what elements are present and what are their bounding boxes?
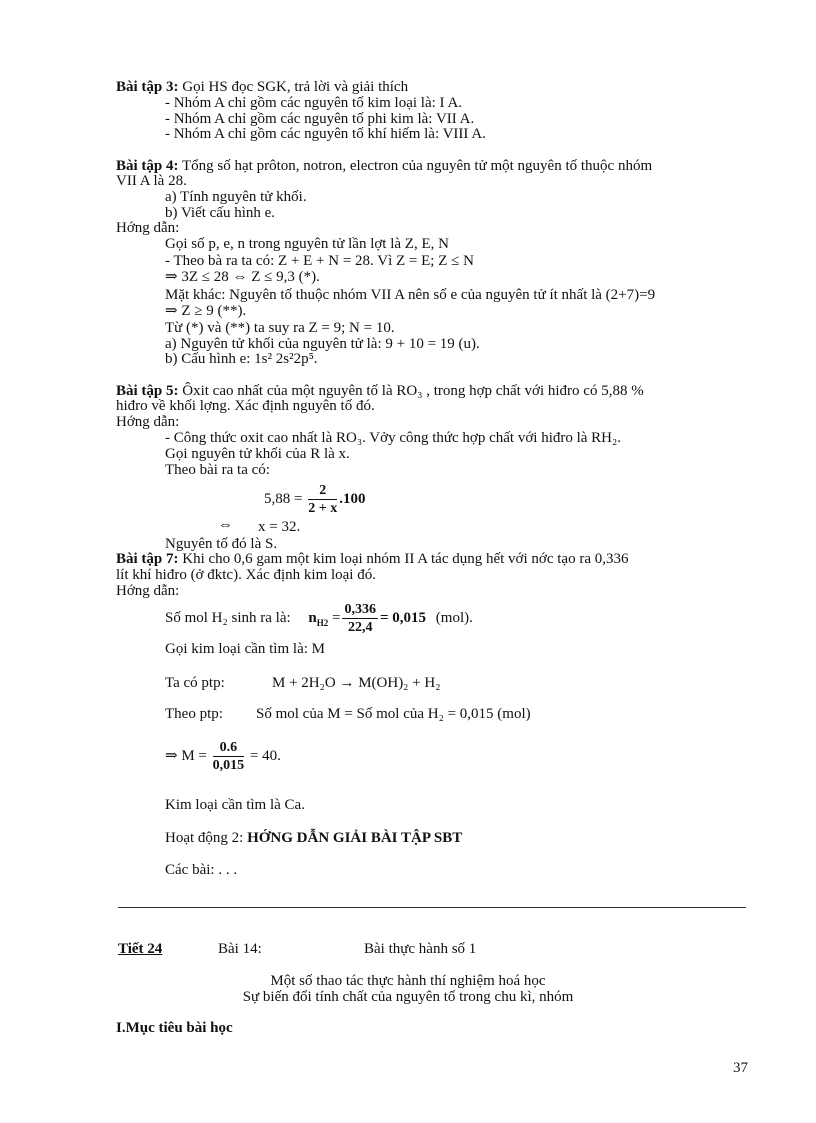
section-divider <box>118 907 746 908</box>
ex4-g6: Từ (*) và (**) ta suy ra Z = 9; N = 10. <box>165 320 395 336</box>
ex7-guide: Hớng dẫn: <box>116 583 180 599</box>
ex3-line <box>116 79 408 95</box>
ex7-title: Bài tập 7: <box>116 551 179 567</box>
ex5-frac-den: 2 + x <box>308 501 338 517</box>
ex7-mol-num: 0,336 <box>344 602 376 618</box>
lesson-name: Bài thực hành số 1 <box>364 941 477 957</box>
ex5-g2: Gọi nguyên tử khối của R là x. <box>165 446 350 462</box>
ex7-conclusion: Kim loại cần tìm là Ca. <box>165 797 305 813</box>
ex3-item-1: - Nhóm A chỉ gồm các nguyên tố kim loại là: I A. <box>165 95 463 111</box>
ex7-intro-2: lít khí hiđro (ở đktc). Xác định kim loại đó. <box>116 567 376 583</box>
ex7-mol-line: Số mol H₂ sinh ra là: $n_{H2}$ = $\frac{0,336}{22,4}$ = 0,015 (mol). <box>165 602 473 636</box>
lesson-subtitle-1: Một số thao tác thực hành thí nghiệm hoá học <box>270 973 546 989</box>
ex7-m-den: 0,015 <box>212 758 245 774</box>
ex7-mol-var <box>308 610 328 626</box>
ex7-ptp-equation: M + 2H₂O → M(OH)₂ + H₂ <box>272 675 441 691</box>
ex4-line <box>116 158 652 174</box>
ex7-ptp-label: Ta có ptp: <box>165 675 225 691</box>
ex4-g4: Mặt khác: Nguyên tố thuộc nhóm VII A nên số e của nguyên tử ít nhất là (2+7)=9 <box>165 287 656 303</box>
activity-2-label: Hoạt động 2: <box>165 830 244 846</box>
ex7-mol-value: = 0,015 <box>379 610 427 626</box>
ex4-b: b) Viết cấu hình e. <box>165 205 276 221</box>
ex4-g3: ⇒ 3Z ≤ 28 ⇔ Z ≤ 9,3 (*). <box>165 269 320 285</box>
ex7-m-equation <box>165 736 281 776</box>
ex7-line <box>116 551 628 567</box>
ex4-g5: ⇒ Z ≥ 9 (**). <box>165 303 247 319</box>
ex7-g2: Gọi kim loại cần tìm là: M <box>165 641 325 657</box>
ex5-equation <box>264 480 365 518</box>
ex4-g8: b) Cấu hình e: 1s² 2s²2p⁵. <box>165 351 318 367</box>
lesson-number: Bài 14: <box>218 941 262 957</box>
ex5-g3: Theo bài ra ta có: <box>165 462 270 478</box>
ex4-title: Bài tập 4: <box>116 158 179 174</box>
activity-2-line <box>165 830 462 846</box>
ex7-mol-sub: H2 <box>316 618 329 628</box>
activity-2-title: HỚNG DẪN GIẢI BÀI TẬP SBT <box>247 830 463 846</box>
ex4-intro-2: VII A là 28. <box>116 173 187 189</box>
ex7-intro: Khi cho 0,6 gam một kim loại nhóm II A tác dụng hết với nớc tạo ra 0,336 <box>178 551 629 567</box>
ex5-eq-tail: .100 <box>339 491 366 507</box>
page-number: 37 <box>733 1060 748 1076</box>
ex7-theo-text: Số mol của M = Số mol của H₂ = 0,015 (mol) <box>256 706 531 722</box>
ex5-line <box>116 383 644 399</box>
ex5-guide: Hớng dẫn: <box>116 414 180 430</box>
ex7-m-right: = 40. <box>249 748 281 764</box>
ex5-intro-2: hiđro về khối lợng. Xác định nguyên tố đó. <box>116 398 375 414</box>
ex4-g7: a) Nguyên tử khối của nguyên tử là: 9 + 10 = 19 (u). <box>165 336 480 352</box>
ex5-eq-left: 5,88 = <box>264 491 307 507</box>
ex5-intro: Ôxit cao nhất của một nguyên tố là RO₃ , trong hợp chất với hiđro có 5,88 % <box>178 383 644 399</box>
exercises-list: Các bài: . . . <box>165 862 238 878</box>
ex7-m-left: ⇒ M = <box>165 748 211 764</box>
ex4-g2: - Theo bà ra ta có: Z + E + N = 28. Vì Z = E; Z ≤ N <box>165 253 474 269</box>
ex7-mol-unit: (mol). <box>435 610 473 626</box>
ex4-intro: Tổng số hạt prôton, notron, electron của nguyên tử một nguyên tố thuộc nhóm <box>178 158 653 174</box>
ex5-result: x = 32. <box>258 519 301 535</box>
ex7-mol-n: n <box>308 610 317 626</box>
ex7-mol-den: 22,4 <box>347 620 373 636</box>
ex7-m-fraction <box>213 739 245 774</box>
ex5-fraction <box>308 482 337 517</box>
ex5-conclusion: Nguyên tố đó là S. <box>165 536 278 552</box>
ex3-item-2: - Nhóm A chỉ gồm các nguyên tố phi kim là: VII A. <box>165 111 475 127</box>
ex5-result-arrow: ⇔ <box>218 517 233 533</box>
ex3-intro: Gọi HS đọc SGK, trả lời và giải thích <box>178 79 409 95</box>
ex4-g1: Gọi số p, e, n trong nguyên tử lần lợt là Z, E, N <box>165 236 449 252</box>
ex7-m-num: 0.6 <box>213 739 245 757</box>
ex4-guide: Hớng dẫn: <box>116 220 180 236</box>
ex4-a: a) Tính nguyên tử khối. <box>165 189 307 205</box>
ex5-frac-num: 2 <box>308 482 337 500</box>
ex7-theo-label: Theo ptp: <box>165 706 223 722</box>
ex3-title: Bài tập 3: <box>116 79 179 95</box>
lesson-period: Tiết 24 <box>118 941 163 957</box>
lesson-subtitle-2: Sự biến đổi tính chất của nguyên tố trong chu kì, nhóm <box>242 989 574 1005</box>
ex7-mol-fraction <box>342 601 378 636</box>
learning-objectives-heading: I.Mục tiêu bài học <box>116 1020 233 1036</box>
ex7-mol-label: Số mol H₂ sinh ra là: <box>165 610 291 626</box>
ex3-item-3: - Nhóm A chỉ gồm các nguyên tố khí hiếm là: VIII A. <box>165 126 486 142</box>
ex5-title: Bài tập 5: <box>116 383 179 399</box>
ex5-g1: - Công thức oxit cao nhất là RO₃. Vởy công thức hợp chất với hiđro là RH₂. <box>165 430 621 446</box>
